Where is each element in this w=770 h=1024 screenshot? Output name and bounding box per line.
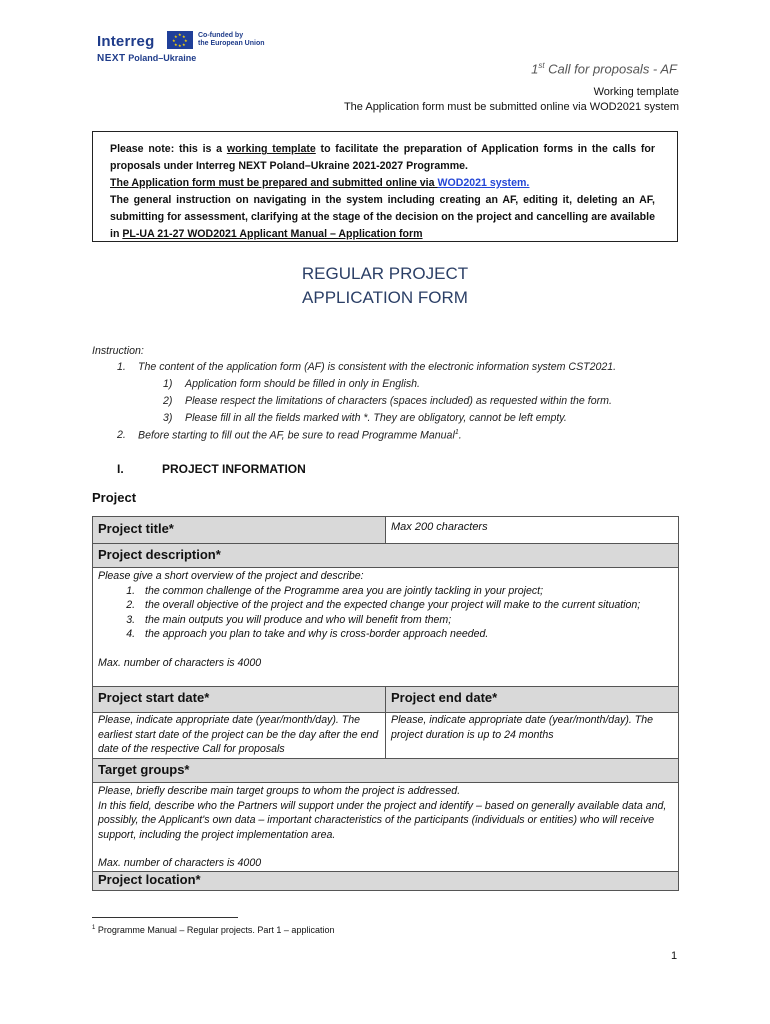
form-title-line2: APPLICATION FORM <box>302 288 468 307</box>
description-item: 3. the main outputs you will produce and who will benefit from them; <box>138 613 673 628</box>
instruction-subitem-3: Please fill in all the fields marked with *. They are obligatory, cannot be left empty. <box>185 412 567 424</box>
page-number: 1 <box>671 950 678 962</box>
interreg-logo: Interreg <box>97 33 155 50</box>
note-paragraph-3: The general instruction on navigating in the system including creating an AF, editing it, deleting an AF, submitting for assessment, clarifying at the stage of the decision on the project and cancelling are available in PL-UA 21-27 WOD2021 Applicant Manual – Application form <box>110 194 655 240</box>
call-title: 1st Call for proposals - AF <box>531 61 677 77</box>
instruction-subnumber-2: 2) <box>163 395 173 407</box>
target-hint-2: In this field, describe who the Partners will support under the project and identify – based on generally available data and, possibly, the Applicant's own data – important characteristics of the participants (individuals or entities) who will receive support, including the project implementation area. <box>98 799 667 841</box>
end-date-label: Project end date* <box>386 687 679 713</box>
section-title: PROJECT INFORMATION <box>162 462 306 476</box>
project-info-table <box>92 516 679 891</box>
note-box <box>92 131 678 242</box>
target-groups-field[interactable] <box>93 783 679 872</box>
start-date-field[interactable]: Please, indicate appropriate date (year/month/day). The earliest start date of the project can be the day after the end date of the respective Call for proposals <box>93 713 386 759</box>
description-item: 4. the approach you plan to take and why is cross-border approach needed. <box>138 627 673 642</box>
project-description-label: Project description* <box>93 544 679 568</box>
next-logo: NEXT Poland–Ukraine <box>97 53 197 64</box>
target-hint-1: Please, briefly describe main target groups to whom the project is addressed. <box>98 785 461 797</box>
instruction-subnumber-3: 3) <box>163 412 173 424</box>
target-max-chars: Max. number of characters is 4000 <box>98 857 262 870</box>
project-subheading: Project <box>92 490 137 505</box>
footnote: $^1$ Programme Manual – Regular projects. Part 1 – application <box>92 925 335 935</box>
project-title-field[interactable]: Max 200 characters <box>386 517 679 544</box>
form-title-line1: REGULAR PROJECT <box>301 264 469 283</box>
applicant-manual-reference: PL-UA 21-27 WOD2021 Applicant Manual – Application form <box>122 228 423 240</box>
instruction-number-2: 2. <box>117 429 126 441</box>
instruction-number-1: 1. <box>117 361 126 373</box>
description-item: 2. the overall objective of the project and the expected change your project will make to the current situation; <box>138 598 673 613</box>
target-groups-label: Target groups* <box>93 759 679 783</box>
submit-note: The Application form must be submitted online via WOD2021 system <box>343 101 679 113</box>
project-description-field[interactable] <box>93 568 679 687</box>
instruction-item-2: Before starting to fill out the AF, be sure to read Programme Manual$^1$. <box>138 429 462 442</box>
instruction-subitem-1: Application form should be filled in only in English. <box>185 378 420 390</box>
eu-cofunded-text: Co-funded by the European Union <box>198 32 265 47</box>
section-number: I. <box>117 462 124 476</box>
note-paragraph-1: Please note: this is a working template to facilitate the preparation of Application forms in the calls for proposals under Interreg NEXT Poland–Ukraine 2021-2027 Programme. <box>110 143 655 172</box>
note-paragraph-2: The Application form must be prepared and submitted online via WOD2021 system. <box>110 177 530 189</box>
start-date-label: Project start date* <box>93 687 386 713</box>
description-list <box>98 584 673 642</box>
description-max-chars: Max. number of characters is 4000 <box>98 656 262 669</box>
end-date-field[interactable]: Please, indicate appropriate date (year/month/day). The project duration is up to 24 months <box>386 713 679 759</box>
instruction-item-1: The content of the application form (AF) is consistent with the electronic information system CST2021. <box>138 361 617 373</box>
wod2021-link[interactable]: WOD2021 system. <box>437 177 530 189</box>
description-item: 1. the common challenge of the Programme area you are jointly tackling in your project; <box>138 584 673 599</box>
project-location-label: Project location* <box>93 872 679 891</box>
working-template-label: Working template <box>593 86 679 98</box>
description-intro: Please give a short overview of the project and describe: <box>98 570 364 582</box>
instruction-subnumber-1: 1) <box>163 378 173 390</box>
instruction-subitem-2: Please respect the limitations of characters (spaces included) as requested within the form. <box>185 395 612 407</box>
footnote-separator <box>92 917 238 918</box>
instruction-label: Instruction: <box>92 345 144 357</box>
eu-flag-icon: ★ ★ ★ ★ ★ ★ ★ ★ <box>167 31 193 49</box>
project-title-label: Project title* <box>93 517 386 544</box>
